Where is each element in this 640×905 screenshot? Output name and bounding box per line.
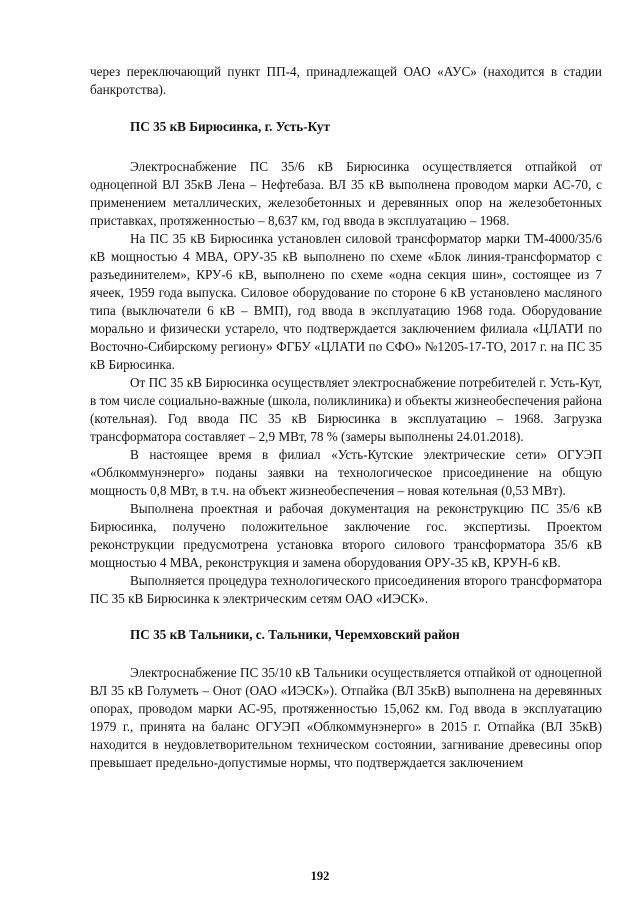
- paragraph: В настоящее время в филиал «Усть-Кутские электрические сети» ОГУЭП «Облкоммунэнерго» поданы заявки на технологическое присоединение на общую мощность 0,8 МВт, в т.ч. на объект жизнеобеспечения – новая котельная (0,53 МВт).: [90, 447, 602, 498]
- section-heading-birusinka: ПС 35 кВ Бирюсинка, г. Усть-Кут: [130, 119, 330, 134]
- section-heading-talniki: ПС 35 кВ Тальники, с. Тальники, Черемховский район: [130, 627, 460, 642]
- intro-paragraph: через переключающий пункт ПП-4, принадлежащей ОАО «АУС» (находится в стадии банкротства).: [90, 64, 602, 97]
- paragraph: От ПС 35 кВ Бирюсинка осуществляет электроснабжение потребителей г. Усть-Кут, в том числе социально-важные (школа, поликлиника) и объекты жизнеобеспечения района (котельная). Год ввода ПС 35 кВ Бирюсинка в эксплуатацию – 1968. Загрузка трансформатора составляет – 2,9 МВт, 78 % (замеры выполнены 24.01.2018).: [90, 375, 602, 444]
- paragraph: Электроснабжение ПС 35/6 кВ Бирюсинка осуществляется отпайкой от одноцепной ВЛ 35кВ Лена – Нефтебаза. ВЛ 35 кВ выполнена проводом марки АС-70, с применением металлических, железобетонных и деревянных опор на железобетонных приставках, протяженностью – 8,637 км, год ввода в эксплуатацию – 1968.: [90, 159, 602, 228]
- paragraph: На ПС 35 кВ Бирюсинка установлен силовой трансформатор марки ТМ-4000/35/6 кВ мощностью 4 МВА, ОРУ-35 кВ выполнено по схеме «Блок линия-трансформатор с разъединителем», КРУ-6 кВ, выполнено по схеме «одна секция шин», состоящее из 7 ячеек, 1959 года выпуска. Силовое оборудование по стороне 6 кВ установлено масляного типа (выключатели 6 кВ – ВМП), год ввода в эксплуатацию 1968 года. Оборудование морально и физически устарело, что подтверждается заключением филиала «ЦЛАТИ по Восточно-Сибирскому региону» ФГБУ «ЦЛАТИ по СФО» №1205-17-ТО, 2017 г. на ПС 35 кВ Бирюсинка.: [90, 231, 602, 372]
- page-body: [90, 63, 602, 772]
- paragraph: Выполняется процедура технологического присоединения второго трансформатора ПС 35 кВ Бирюсинка к электрическим сетям ОАО «ИЭСК».: [90, 573, 602, 606]
- paragraph: Выполнена проектная и рабочая документация на реконструкцию ПС 35/6 кВ Бирюсинка, получено положительное заключение гос. экспертизы. Проектом реконструкции предусмотрена установка второго силового трансформатора 35/6 кВ мощностью 4 МВА, реконструкция и замена оборудования ОРУ-35 кВ, КРУН-6 кВ.: [90, 501, 602, 570]
- paragraph: Электроснабжение ПС 35/10 кВ Тальники осуществляется отпайкой от одноцепной ВЛ 35 кВ Голуметь – Онот (ОАО «ИЭСК»). Отпайка (ВЛ 35кВ) выполнена на деревянных опорах, проводом марки АС-95, протяженностью 15,062 км. Год ввода в эксплуатацию 1979 г., принята на баланс ОГУЭП «Облкоммунэнерго» в 2015 г. Отпайка (ВЛ 35кВ) находится в неудовлетворительном техническом состоянии, загнивание древесины опор превышает предельно-допустимые нормы, что подтверждается заключением: [90, 665, 602, 770]
- page-number: 192: [310, 869, 330, 883]
